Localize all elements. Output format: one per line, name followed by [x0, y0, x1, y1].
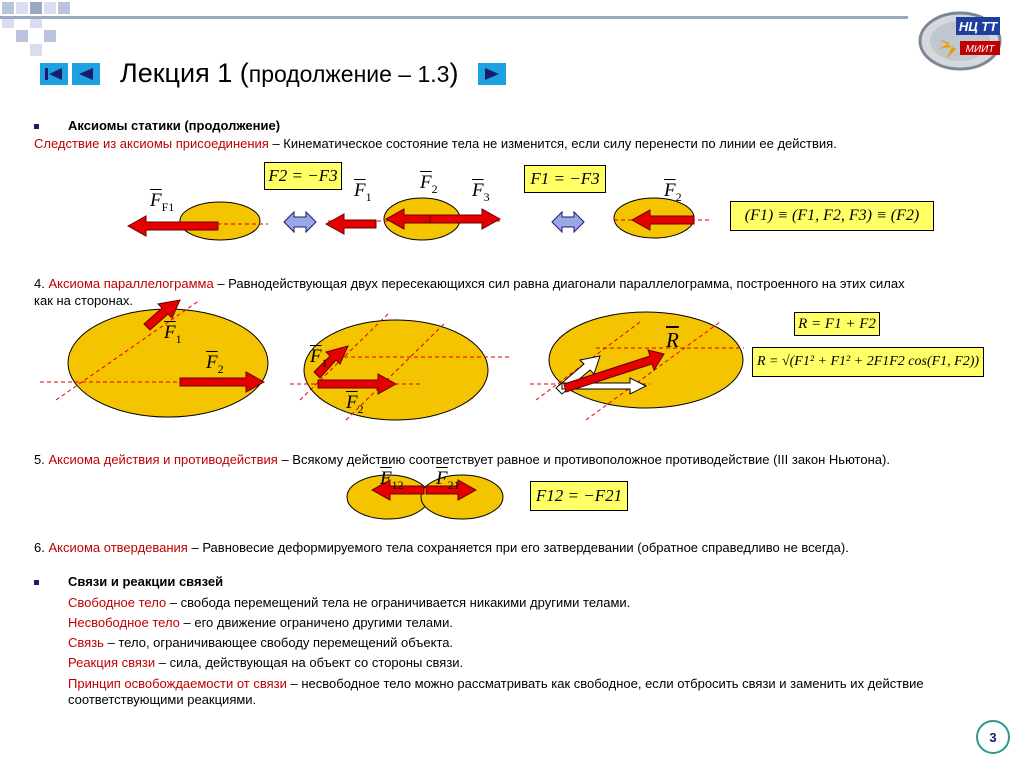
- axiom-4-text: 4. Аксиома параллелограмма – Равнодействующая двух пересекающихся сил равна диагонали параллелограмма, построенного на этих силах: [34, 276, 905, 291]
- force-label: $\overline{F}_2$: [664, 180, 682, 204]
- formula-box: R = F1 + F2: [794, 312, 880, 336]
- formula-box: F12 = −F21: [530, 481, 628, 511]
- constraints-heading: Связи и реакции связей: [68, 574, 224, 589]
- definition-item: Принцип освобождаемости от связи – несвободное тело можно рассматривать как свободное, если отбросить связи и заменить их действие: [68, 676, 924, 691]
- formula-box: R = √(F1² + F1² + 2F1F2 cos(F1, F2)): [752, 347, 984, 377]
- equivalence-arrow: [552, 212, 584, 232]
- force-label: $\overline{F}_{12}$: [380, 468, 404, 492]
- definition-item-cont: соответствующими реакциями.: [68, 692, 257, 707]
- definition-item: Свободное тело – свобода перемещений тела не ограничивается никакими другими телами.: [68, 595, 631, 610]
- force-label: $\overline{F}_{F1}$: [150, 190, 175, 214]
- body-ellipse: [180, 202, 260, 240]
- axiom-6-text: 6. Аксиома отвердевания – Равновесие деформируемого тела сохраняется при его затвердевании (обратное справедливо не всегда).: [34, 540, 849, 555]
- definition-item: Реакция связи – сила, действующая на объект со стороны связи.: [68, 655, 464, 670]
- axiom-5-text: 5. Аксиома действия и противодействия – Всякому действию соответствует равное и противоположное противодействие (III закон Ньютона).: [34, 452, 890, 467]
- logo-subtext: МИИТ: [965, 44, 995, 55]
- page-title: Лекция 1 (продолжение – 1.3): [120, 58, 459, 88]
- corollary-text: Следствие из аксиомы присоединения – Кинематическое состояние тела не изменится, если силу перенести по линии ее действия.: [34, 136, 837, 151]
- force-label: $\overline{F}_1$: [310, 346, 328, 370]
- axiom-4-text-cont: как на сторонах.: [34, 293, 134, 308]
- equivalence-arrow: [284, 212, 316, 232]
- bullet: [34, 580, 39, 585]
- force-label: $\overline{F}_3$: [472, 180, 490, 204]
- force-label: $\overline{F}_1$: [354, 180, 372, 204]
- section-heading: Аксиомы статики (продолжение): [68, 118, 281, 133]
- definition-item: Несвободное тело – его движение ограничено другими телами.: [68, 615, 453, 630]
- logo-text: НЦ ТТ: [958, 19, 998, 34]
- force-label: $\overline{R}$: [666, 328, 679, 352]
- formula-box: F1 = −F3: [524, 165, 606, 193]
- force-label: $\overline{F}_1$: [164, 322, 182, 346]
- body-ellipse: [304, 320, 488, 420]
- force-label: $\overline{F}_2$: [346, 392, 364, 416]
- force-label: $\overline{F}_2$: [206, 352, 224, 376]
- definition-item: Связь – тело, ограничивающее свободу перемещений объекта.: [68, 635, 454, 650]
- page-number-badge: 3: [976, 720, 1010, 754]
- force-label: $\overline{F}_{21}$: [436, 468, 460, 492]
- force-arrow-f1: [326, 214, 376, 234]
- formula-box: F2 = −F3: [264, 162, 342, 190]
- force-label: $\overline{F}_2$: [420, 172, 438, 196]
- formula-box: (F1) ≡ (F1, F2, F3) ≡ (F2): [730, 201, 934, 231]
